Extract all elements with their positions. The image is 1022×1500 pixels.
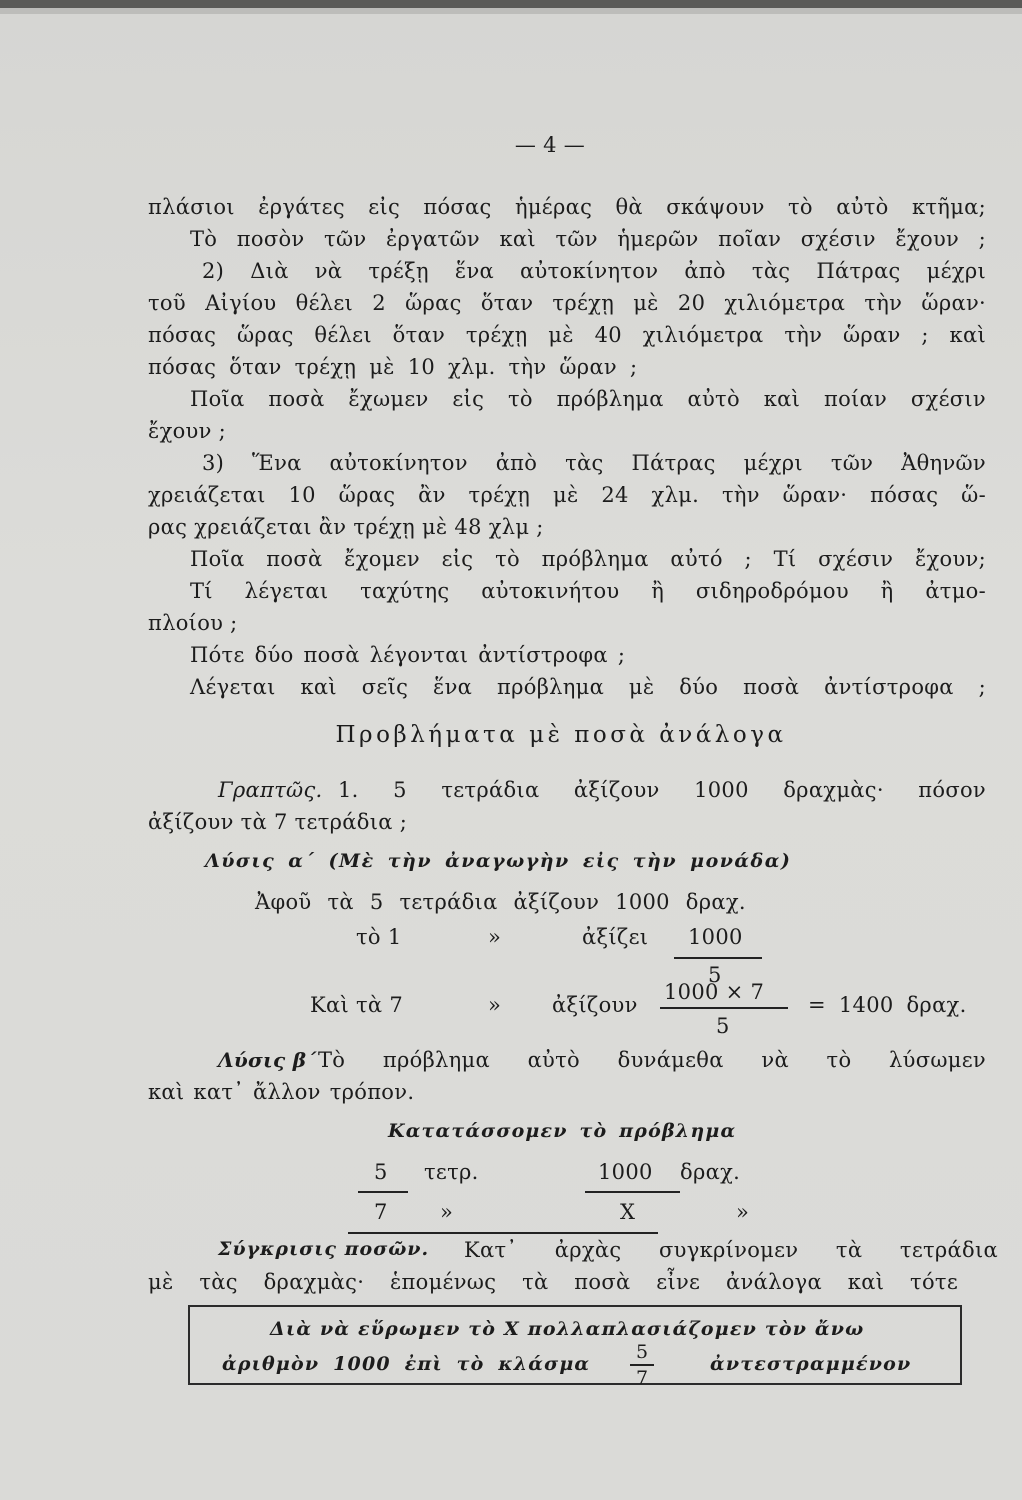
comparison-label: Σύγκρισις ποσῶν. xyxy=(218,1238,430,1260)
solution-a-row2-verb: ἀξίζει xyxy=(582,925,649,949)
scan-edge-top xyxy=(0,0,1022,8)
problem-label: Γραπτῶς. xyxy=(218,778,323,802)
solution-a-title: Λύσις α´ (Μὲ τὴν ἀναγωγὴν εἰς τὴν μονάδα) xyxy=(205,850,792,872)
text-line: Λέγεται καὶ σεῖς ἕνα πρόβλημα μὲ δύο ποσὰ ἀντίστροφα ; xyxy=(190,675,986,699)
separator-line xyxy=(585,1191,680,1193)
text-line: χρειάζεται 10 ὥρας ἂν τρέχῃ μὲ 24 χλμ. τὴν ὥραν· πόσας ὥ- xyxy=(148,483,986,507)
solution-b-text: Τὸ πρόβλημα αὐτὸ δυνάμεθα νὰ τὸ λύσωμεν xyxy=(318,1048,986,1072)
arrangement-cell: 1000 xyxy=(598,1160,653,1184)
text-line: Ποῖα ποσὰ ἔχομεν εἰς τὸ πρόβλημα αὐτό ; Τί σχέσιν ἔχουν; xyxy=(190,547,986,571)
solution-a-row3-left: Καὶ τὰ 7 xyxy=(310,993,404,1017)
solution-a-row1: Ἀφοῦ τὰ 5 τετράδια ἀξίζουν 1000 δραχ. xyxy=(255,890,746,914)
fraction-denominator: 5 xyxy=(708,963,722,987)
arrangement-title: Κατατάσσομεν τὸ πρόβλημα xyxy=(388,1120,737,1142)
text-line: 3) Ἕνα αὐτοκίνητον ἀπὸ τὰς Πάτρας μέχρι τῶν Ἀθηνῶν xyxy=(202,451,986,475)
fraction-bar xyxy=(674,957,762,959)
fraction-bar xyxy=(660,1007,788,1009)
text-line: Τὸ ποσὸν τῶν ἐργατῶν καὶ τῶν ἡμερῶν ποῖαν σχέσιν ἔχουν ; xyxy=(190,227,986,251)
problem-text: 1. 5 τετράδια ἀξίζουν 1000 δραχμὰς· πόσον xyxy=(338,778,986,802)
separator-line xyxy=(358,1191,408,1193)
fraction-denominator: 7 xyxy=(635,1367,649,1389)
solution-a-row2-mid: » xyxy=(488,925,502,949)
comparison-text: μὲ τὰς δραχμὰς· ἑπομένως τὰ ποσὰ εἶνε ἀνάλογα καὶ τότε xyxy=(148,1270,958,1294)
text-line: Πότε δύο ποσὰ λέγονται ἀντίστροφα ; xyxy=(190,643,626,667)
text-line: 2) Διὰ νὰ τρέξῃ ἕνα αὐτοκίνητον ἀπὸ τὰς Πάτρας μέχρι xyxy=(202,259,986,283)
fraction-numerator: 5 xyxy=(635,1341,649,1363)
fraction-denominator: 5 xyxy=(716,1014,730,1038)
fraction-numerator: 1000 xyxy=(688,925,743,949)
problem-text: ἀξίζουν τὰ 7 τετράδια ; xyxy=(148,810,408,834)
arrangement-cell: 7 xyxy=(374,1200,388,1224)
text-line: ἔχουν ; xyxy=(148,419,227,443)
rule-text: Διὰ νὰ εὕρωμεν τὸ Χ πολλαπλασιάζομεν τὸν ἄνω xyxy=(270,1318,865,1340)
page-number: — 4 — xyxy=(514,133,586,157)
solution-a-row2-left: τὸ 1 xyxy=(356,925,402,949)
arrangement-cell: Χ xyxy=(620,1200,636,1224)
text-line: Ποῖα ποσὰ ἔχωμεν εἰς τὸ πρόβλημα αὐτὸ καὶ ποίαν σχέσιν xyxy=(190,387,986,411)
arrangement-cell: » xyxy=(736,1200,750,1224)
text-line: πόσας ὅταν τρέχῃ μὲ 10 χλμ. τὴν ὥραν ; xyxy=(148,355,638,379)
text-line: πόσας ὥρας θέλει ὅταν τρέχῃ μὲ 40 χιλιόμετρα τὴν ὥραν ; καὶ xyxy=(148,323,986,347)
rule-text: ἀριθμὸν 1000 ἐπὶ τὸ κλάσμα xyxy=(222,1353,591,1375)
solution-b-label: Λύσις β´ xyxy=(218,1048,317,1072)
arrangement-cell: τετρ. xyxy=(424,1160,479,1184)
solution-a-row3-mid: » xyxy=(488,993,502,1017)
solution-a-row3-verb: ἀξίζουν xyxy=(552,993,638,1017)
solution-b-text: καὶ κατ᾽ ἄλλον τρόπον. xyxy=(148,1080,415,1104)
arrangement-cell: 5 xyxy=(374,1160,388,1184)
text-line: πλάσιοι ἐργάτες εἰς πόσας ἡμέρας θὰ σκάψουν τὸ αὐτὸ κτῆμα; xyxy=(148,195,986,219)
rule-text: ἀντεστραμμένον xyxy=(710,1353,912,1375)
text-line: Τί λέγεται ταχύτης αὐτοκινήτου ἢ σιδηροδρόμου ἢ ἀτμο- xyxy=(190,579,986,603)
arrangement-cell: δραχ. xyxy=(680,1160,741,1184)
arrangement-cell: » xyxy=(440,1200,454,1224)
scan-edge-shadow xyxy=(0,8,1022,14)
fraction-bar xyxy=(630,1364,654,1366)
section-heading: Προβλήματα μὲ ποσὰ ἀνάλογα xyxy=(335,722,787,748)
text-line: τοῦ Αἰγίου θέλει 2 ὥρας ὅταν τρέχῃ μὲ 20 χιλιόμετρα τὴν ὥραν· xyxy=(148,291,986,315)
separator-line xyxy=(348,1232,658,1234)
fraction-numerator: 1000 × 7 xyxy=(664,980,765,1004)
comparison-text: Κατ᾽ ἀρχὰς συγκρίνομεν τὰ τετράδια xyxy=(464,1238,998,1262)
text-line: πλοίου ; xyxy=(148,611,238,635)
text-line: ρας χρειάζεται ἂν τρέχῃ μὲ 48 χλμ ; xyxy=(148,515,544,539)
solution-a-result: = 1400 δραχ. xyxy=(808,993,967,1017)
